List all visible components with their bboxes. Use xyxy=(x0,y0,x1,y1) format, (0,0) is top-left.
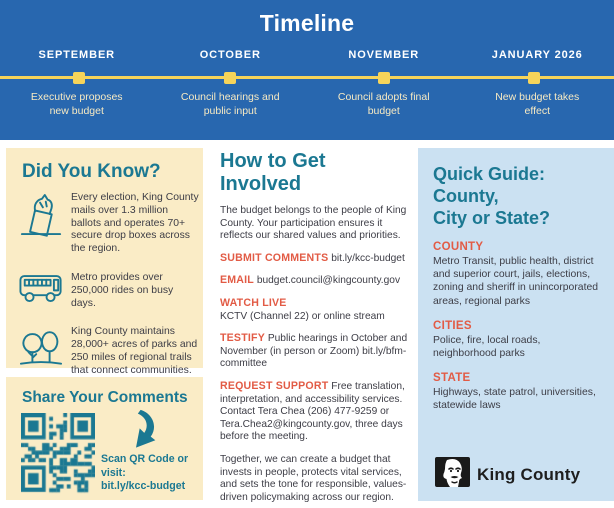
timeline-description: Executive proposes new budget xyxy=(30,91,123,117)
testify-text[interactable]: Public hearings in October and November (in person or Zoom) bit.ly/bfm-committee xyxy=(220,333,408,370)
fact-ballots xyxy=(18,192,199,256)
timeline-months xyxy=(0,49,614,61)
get-involved-panel xyxy=(220,150,412,504)
fact-metro xyxy=(18,272,199,310)
fact-parks xyxy=(18,326,199,377)
watch-live-label: WATCH LIVE xyxy=(220,296,287,309)
trees-icon xyxy=(18,326,64,367)
guide-section-state xyxy=(433,372,604,412)
timeline-month-january-2026: JANUARY 2026 xyxy=(491,49,583,61)
king-county-logo xyxy=(435,457,580,492)
timeline-title: Timeline xyxy=(259,10,355,36)
cities-text: Police, fire, local roads, neighborhood parks xyxy=(433,334,541,360)
ballot-icon xyxy=(18,192,64,238)
testify-label: TESTIFY xyxy=(220,332,265,345)
get-involved-outro: Together, we can create a budget that invests in people, protects vital services, and sets the tone for responsible, values-driven policymaking across our region. xyxy=(220,453,407,503)
email-address[interactable]: budget.council@kingcounty.gov xyxy=(256,275,401,287)
cities-label: CITIES xyxy=(433,319,472,332)
timeline-marker xyxy=(224,72,236,84)
fact-text: King County maintains 28,000+ acres of parks and 250 miles of regional trails that connect communities. xyxy=(71,326,198,376)
qr-caption: Scan QR Code or visit: xyxy=(101,453,189,479)
request-support-item xyxy=(220,380,412,444)
guide-section-cities xyxy=(433,320,604,360)
email-item xyxy=(220,274,412,288)
county-label: COUNTY xyxy=(433,241,484,253)
state-text: Highways, state patrol, universities, statewide laws xyxy=(433,387,596,412)
king-county-wordmark: King County xyxy=(477,464,581,484)
submit-comments-link[interactable]: bit.ly/kcc-budget xyxy=(331,252,405,264)
get-involved-title: How to Get Involved xyxy=(220,150,326,195)
timeline-axis-line xyxy=(0,76,614,79)
did-you-know-panel xyxy=(6,148,203,376)
qr-link[interactable]: bit.ly/kcc-budget xyxy=(101,480,186,492)
get-involved-intro: The budget belongs to the people of King County. Your participation ensures it reflects our shared values and priorities. xyxy=(220,205,407,242)
timeline-marker xyxy=(73,72,85,84)
share-comments-panel xyxy=(6,377,203,500)
timeline-month-september: SEPTEMBER xyxy=(38,49,116,61)
timeline-month-november: NOVEMBER xyxy=(348,49,420,61)
king-county-mark-icon xyxy=(435,457,470,492)
timeline-marker xyxy=(378,72,390,84)
request-support-label: REQUEST SUPPORT xyxy=(220,379,329,392)
quick-guide-title: Quick Guide: County, City or State? xyxy=(433,164,551,228)
bus-icon xyxy=(18,272,64,303)
timeline-description: Council adopts final budget xyxy=(337,91,430,117)
submit-comments-item xyxy=(220,252,412,266)
request-support-text[interactable]: Free translation, interpretation, and accessibility services. Contact Tera Chea (206) 477-9259 or Tera.Chea2@kingcounty.gov, three days before the meeting. xyxy=(220,380,405,443)
qr-code[interactable] xyxy=(21,413,95,494)
submit-comments-label: SUBMIT COMMENTS xyxy=(220,251,329,264)
fact-text: Metro provides over 250,000 rides on busy days. xyxy=(71,271,174,309)
timeline-banner xyxy=(0,0,614,140)
did-you-know-title: Did You Know? xyxy=(22,161,161,182)
county-text: Metro Transit, public health, district and superior court, jails, elections, zoning and sheriff in unincorporated areas, regional parks xyxy=(433,256,599,307)
timeline-marker xyxy=(528,72,540,84)
watch-live-text: KCTV (Channel 22) or online stream xyxy=(220,310,385,322)
curved-arrow-icon xyxy=(115,409,203,453)
email-label: EMAIL xyxy=(220,274,254,287)
timeline-month-october: OCTOBER xyxy=(199,49,261,61)
share-comments-title: Share Your Comments xyxy=(22,389,188,406)
guide-section-county xyxy=(433,241,604,308)
testify-item xyxy=(220,332,412,371)
timeline-descriptions xyxy=(0,91,614,118)
timeline-description: Council hearings and public input xyxy=(180,91,280,117)
timeline-description: New budget takes effect xyxy=(495,91,580,117)
watch-live-item xyxy=(220,297,412,323)
state-label: STATE xyxy=(433,372,471,385)
quick-guide-panel xyxy=(418,148,614,501)
fact-text: Every election, King County mails over 1.3 million ballots and operates 70+ secure drop boxes across the region. xyxy=(71,192,199,255)
